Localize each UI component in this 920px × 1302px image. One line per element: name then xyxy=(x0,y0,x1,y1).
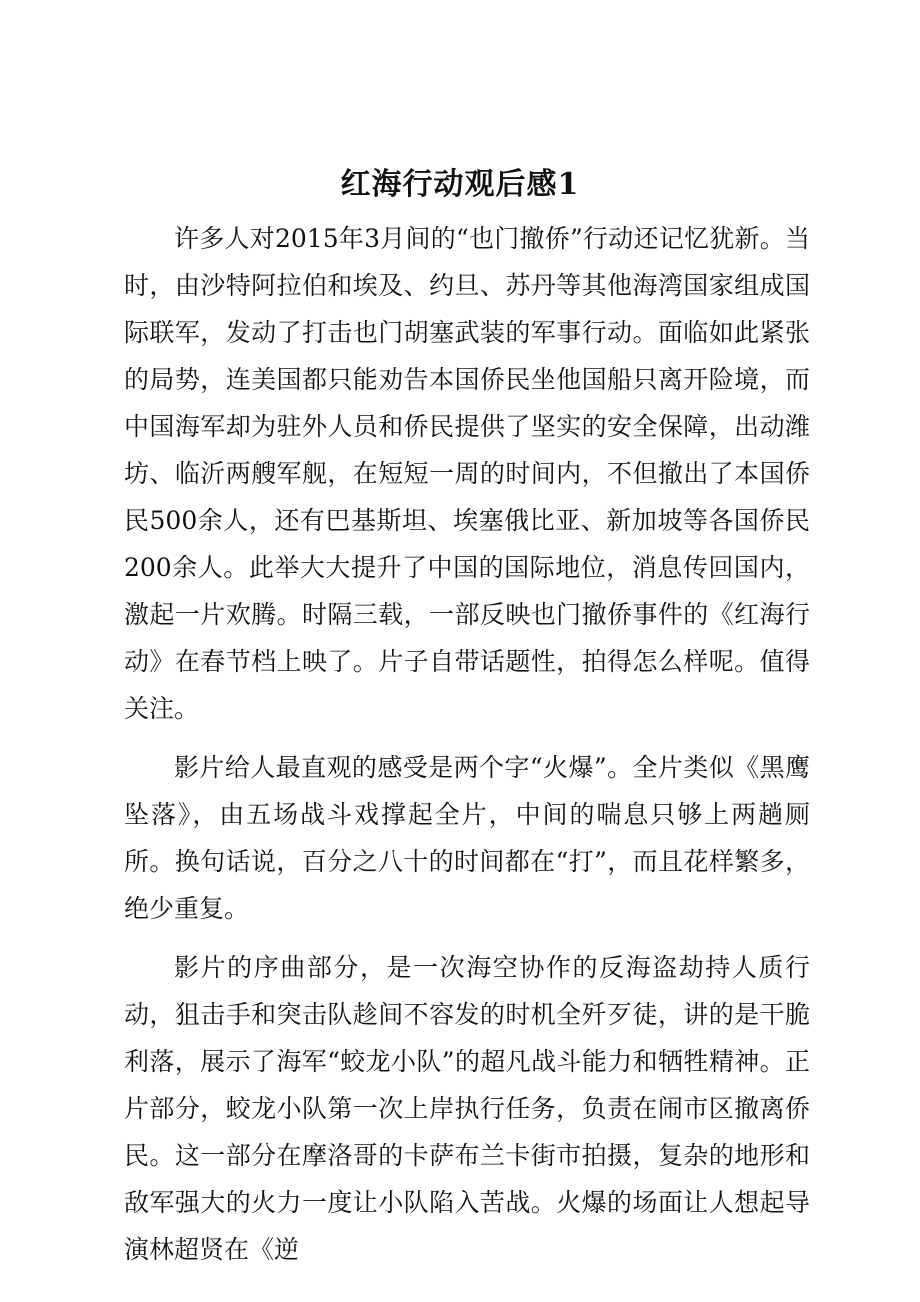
paragraph-2: 影片给人最直观的感受是两个字“火爆”。全片类似《黑鹰坠落》，由五场战斗戏撑起全片，中间的喘息只够上两趟厕所。换句话说，百分之八十的时间都在“打”，而且花样繁多，绝少重复。 xyxy=(124,753,810,923)
paragraph-3: 影片的序曲部分，是一次海空协作的反海盗劫持人质行动，狙击手和突击队趁间不容发的时机全歼歹徒，讲的是干脆利落，展示了海军“蛟龙小队”的超凡战斗能力和牺牲精神。正片部分，蛟龙小队第一次上岸执行任务，负责在闹市区撤离侨民。这一部分在摩洛哥的卡萨布兰卡街市拍摄，复杂的地形和敌军强大的火力一度让小队陷入苦战。火爆的场面让人想起导演林超贤在《逆 xyxy=(124,953,810,1264)
document-title: 红海行动观后感1 xyxy=(340,167,580,202)
paragraph-1: 许多人对2015年3月间的“也门撤侨”行动还记忆犹新。当时，由沙特阿拉伯和埃及、约旦、苏丹等其他海湾国家组成国际联军，发动了打击也门胡塞武装的军事行动。面临如此紧张的局势，连美国都只能劝告本国侨民坐他国船只离开险境，而中国海军却为驻外人员和侨民提供了坚实的安全保障，出动潍坊、临沂两艘军舰，在短短一周的时间内，不但撤出了本国侨民500余人，还有巴基斯坦、埃塞俄比亚、新加坡等各国侨民200余人。此举大大提升了中国的国际地位，消息传回国内，激起一片欢腾。时隔三载，一部反映也门撤侨事件的《红海行动》在春节档上映了。片子自带话题性，拍得怎么样呢。值得关注。 xyxy=(124,224,810,723)
document-body xyxy=(124,215,810,1273)
